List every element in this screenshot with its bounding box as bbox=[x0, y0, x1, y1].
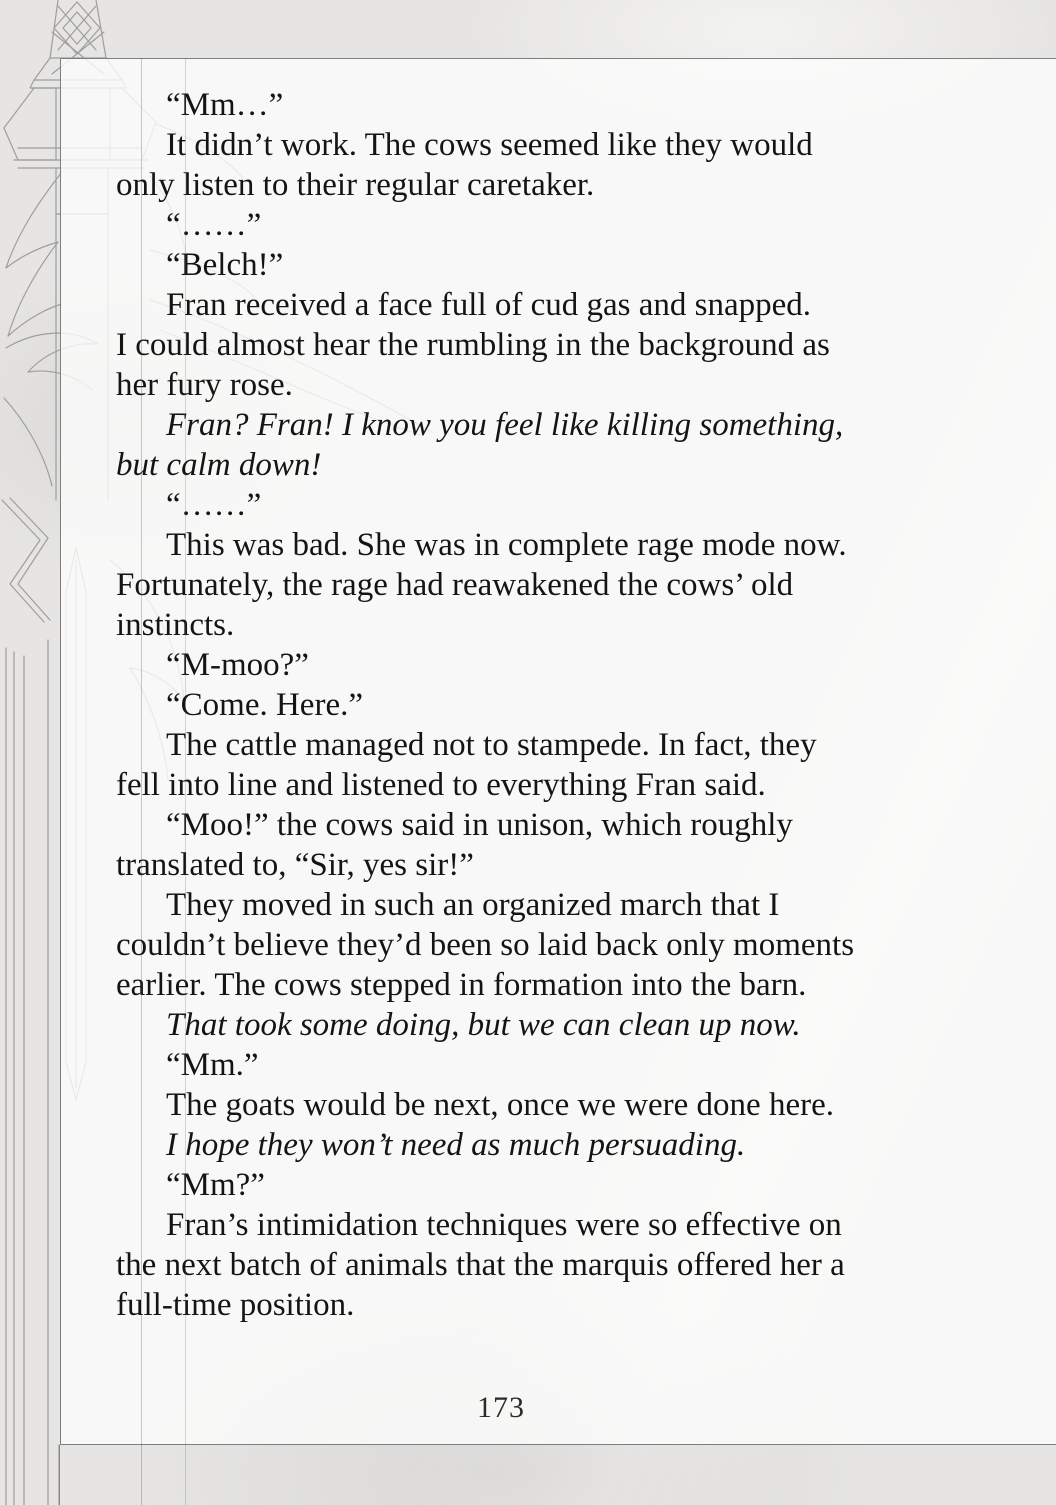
text-line: Fran? Fran! I know you feel like killing something, bbox=[166, 407, 844, 443]
text-line: The goats would be next, once we were done here. bbox=[166, 1087, 834, 1123]
text-line: Fortunately, the rage had reawakened the cows’ old bbox=[116, 567, 794, 603]
scan-fold-line bbox=[141, 58, 142, 1505]
scan-fold-line bbox=[59, 1445, 60, 1505]
text-line: They moved in such an organized march that I bbox=[166, 887, 780, 923]
scan-fold-line bbox=[185, 58, 186, 1505]
text-line: “Mm?” bbox=[166, 1167, 265, 1203]
text-line: “……” bbox=[166, 487, 262, 523]
book-page bbox=[60, 58, 1056, 1445]
text-line: instincts. bbox=[116, 607, 235, 643]
text-line: The cattle managed not to stampede. In fact, they bbox=[166, 727, 817, 763]
text-line: her fury rose. bbox=[116, 367, 293, 403]
text-line: I could almost hear the rumbling in the background as bbox=[116, 327, 830, 363]
text-line: the next batch of animals that the marquis offered her a bbox=[116, 1247, 845, 1283]
text-line: fell into line and listened to everything Fran said. bbox=[116, 767, 766, 803]
text-line: “Mm…” bbox=[166, 87, 284, 123]
text-line: “Moo!” the cows said in unison, which roughly bbox=[166, 807, 793, 843]
text-line: Fran received a face full of cud gas and snapped. bbox=[166, 287, 812, 323]
text-line: but calm down! bbox=[116, 447, 322, 483]
text-line: Fran’s intimidation techniques were so effective on bbox=[166, 1207, 842, 1243]
text-line: couldn’t believe they’d been so laid back only moments bbox=[116, 927, 855, 963]
text-line: That took some doing, but we can clean up now. bbox=[166, 1007, 801, 1043]
body-text bbox=[116, 85, 1036, 1325]
text-line: “Come. Here.” bbox=[166, 687, 363, 723]
text-line: translated to, “Sir, yes sir!” bbox=[116, 847, 474, 883]
text-line: full-time position. bbox=[116, 1287, 355, 1323]
text-line: earlier. The cows stepped in formation into the barn. bbox=[116, 967, 807, 1003]
text-line: I hope they won’t need as much persuading. bbox=[166, 1127, 746, 1163]
text-line: “Belch!” bbox=[166, 247, 284, 283]
page-number: 173 bbox=[477, 1391, 525, 1424]
text-line: It didn’t work. The cows seemed like they would bbox=[166, 127, 813, 163]
text-line: This was bad. She was in complete rage mode now. bbox=[166, 527, 847, 563]
text-line: “……” bbox=[166, 207, 262, 243]
text-line: “M-moo?” bbox=[166, 647, 309, 683]
text-line: “Mm.” bbox=[166, 1047, 259, 1083]
text-line: only listen to their regular caretaker. bbox=[116, 167, 595, 203]
